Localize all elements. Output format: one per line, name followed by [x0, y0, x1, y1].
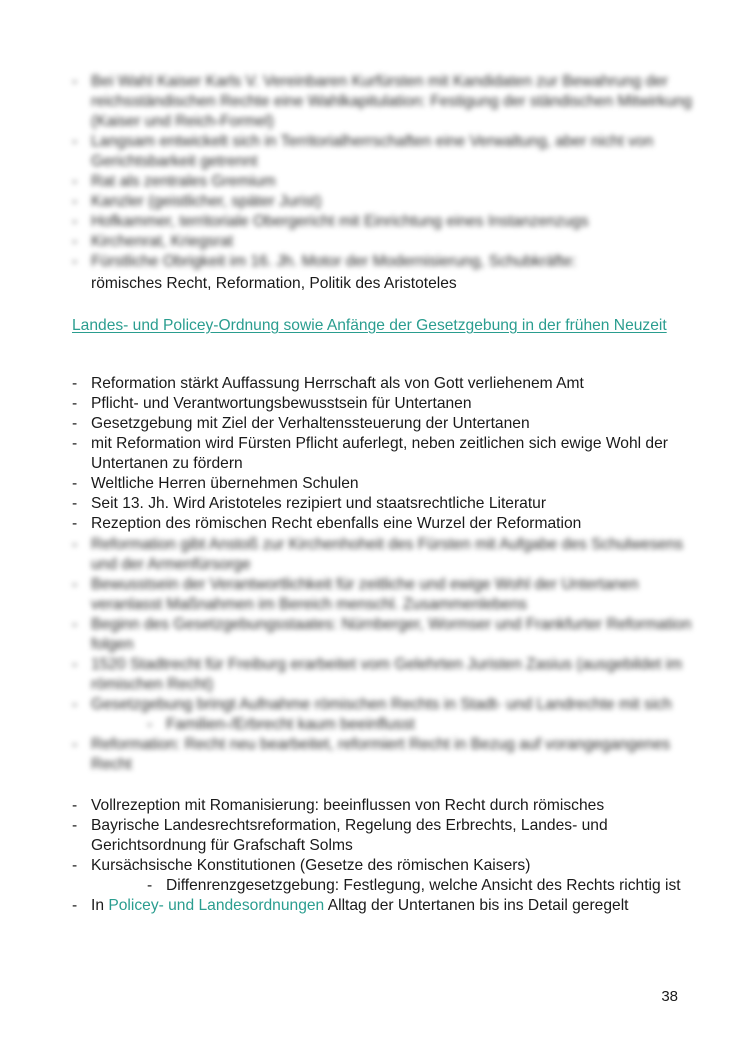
list-item: - Reformation: Recht neu bearbeitet, reformiert Recht in Bezug auf vorangegangenes Recht [72, 735, 692, 775]
list-item: - Weltliche Herren übernehmen Schulen [72, 474, 692, 494]
sub-list-item: - Diffenrenzgesetzgebung: Festlegung, welche Ansicht des Rechts richtig ist [147, 876, 686, 896]
list-item: - Bewusstsein der Verantwortlichkeit für zeitliche und ewige Wohl der Untertanen veranlasst Maßnahmen im Bereich menschl. Zusammenlebens [72, 575, 692, 615]
list-item: - Kanzler (geistlicher, später Jurist) [72, 192, 692, 212]
list-item: - 1520 Stadtrecht für Freiburg erarbeitet vom Gelehrten Juristen Zasius (ausgebildet im römischen Recht) [72, 655, 692, 695]
list-item-continuation: römisches Recht, Reformation, Politik des Aristoteles [91, 275, 457, 292]
list-item: - Reformation gibt Anstoß zur Kirchenhoheit des Fürsten mit Aufgabe des Schulwesens und der Armenfürsorge [72, 535, 692, 575]
list-item: - Gesetzgebung bringt Aufnahme römischen Rechts in Stadt- und Landrechte mit sich [72, 695, 692, 715]
last-item-suffix: Alltag der Untertanen bis ins Detail geregelt [324, 897, 629, 914]
list-item: - Hofkammer, territoriale Obergericht mit Einrichtung eines Instanzenzugs [72, 212, 692, 232]
bottom-list [72, 796, 692, 916]
clear-list [72, 374, 692, 534]
list-item: - Langsam entwickelt sich in Territorialherrschaften eine Verwaltung, aber nicht von Gerichtsbarkeit getrennt [72, 132, 692, 172]
list-item: - Rat als zentrales Gremium [72, 172, 692, 192]
list-item: - Seit 13. Jh. Wird Aristoteles rezipiert und staatsrechtliche Literatur [72, 494, 692, 514]
list-item: - Bei Wahl Kaiser Karls V. Vereinbaren Kurfürsten mit Kandidaten zur Bewahrung der reichsständischen Rechte eine Wahlkapitulation: Festigung der ständischen Mitwirkung (Kaiser und Reich-Formel) [72, 72, 692, 132]
list-item: - Vollrezeption mit Romanisierung: beeinflussen von Recht durch römisches [72, 796, 692, 816]
sub-list-item: - Familien-/Erbrecht kaum beeinflusst [147, 715, 692, 735]
list-item: - Pflicht- und Verantwortungsbewusstsein für Untertanen [72, 394, 692, 414]
mid-blurred-list [72, 535, 692, 775]
page-number: 38 [661, 988, 678, 1005]
list-item: - Kursächsische Konstitutionen (Gesetze des römischen Kaisers) [72, 856, 692, 876]
list-item: - mit Reformation wird Fürsten Pflicht auferlegt, neben zeitlichen sich ewige Wohl der Untertanen zu fördern [72, 434, 692, 474]
list-item: - Gesetzgebung mit Ziel der Verhaltenssteuerung der Untertanen [72, 414, 692, 434]
list-item: - Bayrische Landesrechtsreformation, Regelung des Erbrechts, Landes- und Gerichtsordnung für Grafschaft Solms [72, 816, 692, 856]
list-item: - Beginn des Gesetzgebungsstaates: Nürnberger, Wormser und Frankfurter Reformation folgen [72, 615, 692, 655]
last-item-prefix: In [91, 897, 109, 914]
list-item: - Kirchenrat, Kriegsrat [72, 232, 692, 252]
list-item: - Rezeption des römischen Recht ebenfalls eine Wurzel der Reformation [72, 514, 692, 534]
highlight-term: Policey- und Landesordnungen [108, 897, 325, 914]
section-heading: Landes- und Policey-Ordnung sowie Anfänge der Gesetzgebung in der frühen Neuzeit [72, 317, 667, 334]
list-item [72, 896, 692, 916]
list-item: - Fürstliche Obrigkeit im 16. Jh. Motor der Modernisierung, Schubkräfte: [72, 252, 692, 272]
list-item: - Reformation stärkt Auffassung Herrschaft als von Gott verliehenem Amt [72, 374, 692, 394]
top-blurred-list [72, 72, 692, 272]
